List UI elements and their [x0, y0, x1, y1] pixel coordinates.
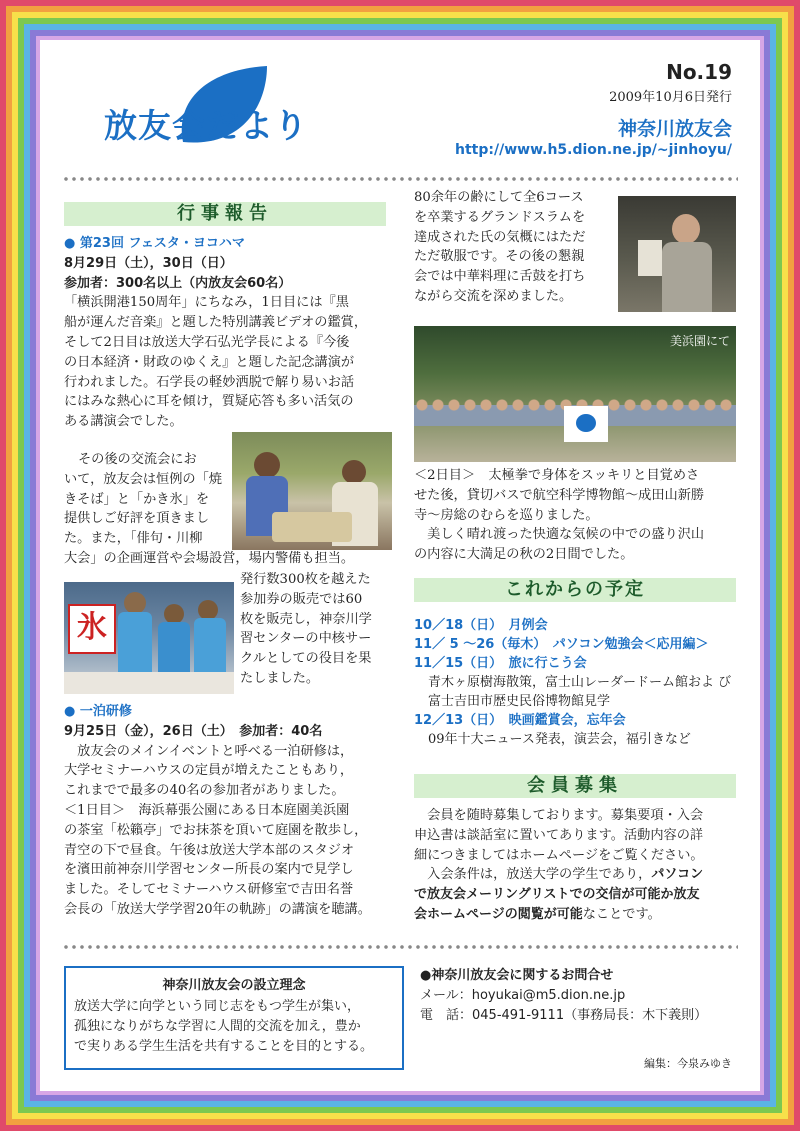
schedule-item: 10／18（日） 月例会: [414, 618, 548, 633]
principle-title: 神奈川放友会の設立理念: [162, 978, 306, 993]
text-line: 青空の下で昼食。午後は放送大学本部のスタジオ: [64, 842, 355, 858]
ice-sign: 氷: [77, 610, 107, 645]
text-line: 放友会のメインイベントと呼べる一泊研修は，: [64, 743, 354, 759]
text-line: 船が運んだ音楽』と題した特別講義ビデオの鑑賞，: [64, 315, 368, 331]
text-line: これまでで最多の40名の参加者がありました。: [64, 783, 345, 799]
shaved-ice-photo: [64, 582, 234, 694]
principle-box: [64, 966, 404, 1070]
text-line: の内容に大満足の秋の2日間でした。: [414, 547, 634, 563]
text-line: たしました。: [240, 670, 320, 686]
schedule-item: 12／13（日） 映画鑑賞会，忘年会: [414, 713, 626, 728]
schedule-item: 11／ 5 ～26（毎木） パソコン勉強会＜応用編＞: [414, 637, 709, 652]
festa-para1: [64, 293, 394, 432]
festa-participants: 参加者：300名以上（内放友会60名）: [64, 275, 292, 291]
text-line: を濱田前神奈川学習センター所長の案内で見学し: [64, 862, 354, 878]
retreat-section: [64, 702, 404, 920]
text-line: ました。そしてセミナーハウス研修室で吉田名誉: [64, 882, 354, 898]
issue-number: No.19: [666, 60, 732, 84]
group-photo: [414, 326, 736, 462]
text-line: きそば」と「かき氷」を: [64, 491, 210, 507]
text-line: [414, 865, 744, 885]
contact-mail[interactable]: メール：hoyukai@m5.dion.ne.jp: [420, 988, 626, 1003]
text-line: で放友会メーリングリストでの交信が可能か放友: [414, 887, 700, 903]
lecture-summary: [414, 188, 614, 307]
contact-info: [420, 966, 707, 1026]
club-name: 神奈川放友会: [617, 118, 732, 140]
text-line: 「横浜開港150周年」にちなみ，1日目には『黒: [64, 295, 349, 311]
dotted-divider: [62, 944, 738, 950]
text-line: 美しく晴れ渡った快適な気候の中での盛り沢山: [414, 527, 705, 543]
text-line: 習センターの中核サー: [240, 631, 372, 647]
text-line: の茶室「松籟亭」でお抹茶を頂いて庭園を散歩し，: [64, 822, 368, 838]
contact-title: ●神奈川放友会に関するお問合せ: [420, 968, 614, 983]
text-line: 会では中華料理に舌鼓を打ち: [414, 269, 586, 285]
festa-para2: [64, 450, 234, 549]
club-url-link[interactable]: http://www.h5.dion.ne.jp/~jinhoyu/: [455, 142, 732, 158]
text-line: 参加券の販売では60: [240, 591, 363, 607]
text-line: 細につきましてはホームページをご覧ください。: [414, 847, 704, 863]
festa-para3: [240, 570, 400, 689]
text-line: ながら交流を深めました。: [414, 288, 573, 304]
text-line: で実りある学生生活を共有することを目的とする。: [74, 1039, 374, 1054]
recruit-text: [414, 806, 744, 925]
text-line: クルとしての役目を果: [240, 651, 372, 667]
schedule-list: [414, 616, 744, 749]
retreat-title: ● 一泊研修: [64, 704, 132, 719]
schedule-desc: 青木ヶ原樹海散策，富士山レーダードーム館およ び富士吉田市歴史民俗博物館見学: [428, 675, 732, 709]
text-line: 達成された氏の気概にはただ: [414, 229, 586, 245]
text-line: ＜2日目＞ 太極拳で身体をスッキリと目覚めさ: [414, 468, 700, 483]
yakisoba-photo: [232, 432, 392, 550]
text-line: ただ敬服です。その後の懇親: [414, 249, 585, 265]
text-line: 孤独になりがちな学習に人間的交流を加え，豊か: [74, 1019, 361, 1034]
text-line: た。また，「俳句・川柳: [64, 531, 203, 547]
text-line: ＜1日目＞ 海浜幕張公園にある日本庭園美浜園: [64, 802, 350, 818]
text-line: せた後，貸切バスで航空科学博物館～成田山新勝: [414, 487, 705, 503]
festa-title: ● 第23回 フェスタ・ヨコハマ: [64, 236, 245, 251]
text-line: 大会」の企画運営や会場設営，場内警備も担当。: [64, 551, 355, 566]
schedule-item: 11／15（日） 旅に行こう会: [414, 656, 587, 671]
text-span: 会ホームページの閲覧が可能: [414, 906, 583, 922]
principle-body: [66, 993, 402, 1057]
text-line: を卒業するグランドスラムを: [414, 209, 586, 225]
text-line: 大学セミナーハウスの定員が増えたこともあり，: [64, 763, 354, 779]
text-span: パソコン: [651, 867, 704, 883]
contact-phone: 電 話：045-491-9111（事務局長：木下義則）: [420, 1008, 708, 1023]
text-line: 枚を販売し，神奈川学: [240, 611, 372, 627]
text-span: 入会条件は，放送大学の学生であり，: [414, 867, 652, 883]
schedule-heading: これからの予定: [414, 578, 736, 602]
text-line: の日本経済・財政のゆくえ』と題した記念講演が: [64, 354, 355, 370]
text-line: 行われました。石学長の軽妙洒脱で解り易いお話: [64, 374, 355, 390]
text-line: その後の交流会にお: [78, 452, 197, 467]
editor-credit: 編集：今泉みゆき: [644, 1057, 732, 1070]
newsletter-logo: 放友会だより: [104, 106, 308, 145]
text-span: なことです。: [582, 906, 661, 922]
text-line: 寺～房総のむらを巡りました。: [414, 507, 599, 523]
lecturer-photo: [618, 196, 736, 312]
text-line: 申込書は談話室に置いてあります。活動内容の詳: [414, 827, 704, 843]
text-line: そして2日目は放送大学石弘光学長による『今後: [64, 334, 350, 350]
text-line: 会員を随時募集しております。募集要項・入会: [414, 808, 704, 823]
retreat-dates: 9月25日（金），26日（土） 参加者：40名: [64, 723, 323, 739]
text-line: にはみな熱心に耳を傾け，質疑応答も多い活気の: [64, 394, 354, 410]
text-line: 80余年の齢にして全6コース: [414, 190, 584, 205]
text-line: 提供しご好評を頂きまし: [64, 511, 210, 527]
text-line: ある講演会でした。: [64, 414, 183, 430]
recruit-heading: 会員募集: [414, 774, 736, 798]
festa-dates: 8月29日（土），30日（日）: [64, 255, 233, 271]
dotted-divider: [62, 176, 738, 182]
festa-section: [64, 234, 394, 432]
issue-date: 2009年10月6日発行: [609, 90, 732, 105]
text-line: いて，放友会は恒例の「焼: [64, 471, 222, 487]
schedule-desc: 09年十大ニュース発表，演芸会，福引きなど: [428, 732, 691, 747]
text-line: [414, 905, 744, 925]
retreat-day2: [414, 466, 744, 565]
text-line: 会長の「放送大学学習20年の軌跡」の講演を聴講。: [64, 901, 371, 917]
group-photo-caption: 美浜園にて: [669, 334, 730, 348]
report-heading: 行事報告: [64, 202, 386, 226]
text-line: 放送大学に向学という同じ志をもつ学生が集い，: [74, 999, 361, 1014]
text-line: 発行数300枚を越えた: [240, 572, 371, 587]
